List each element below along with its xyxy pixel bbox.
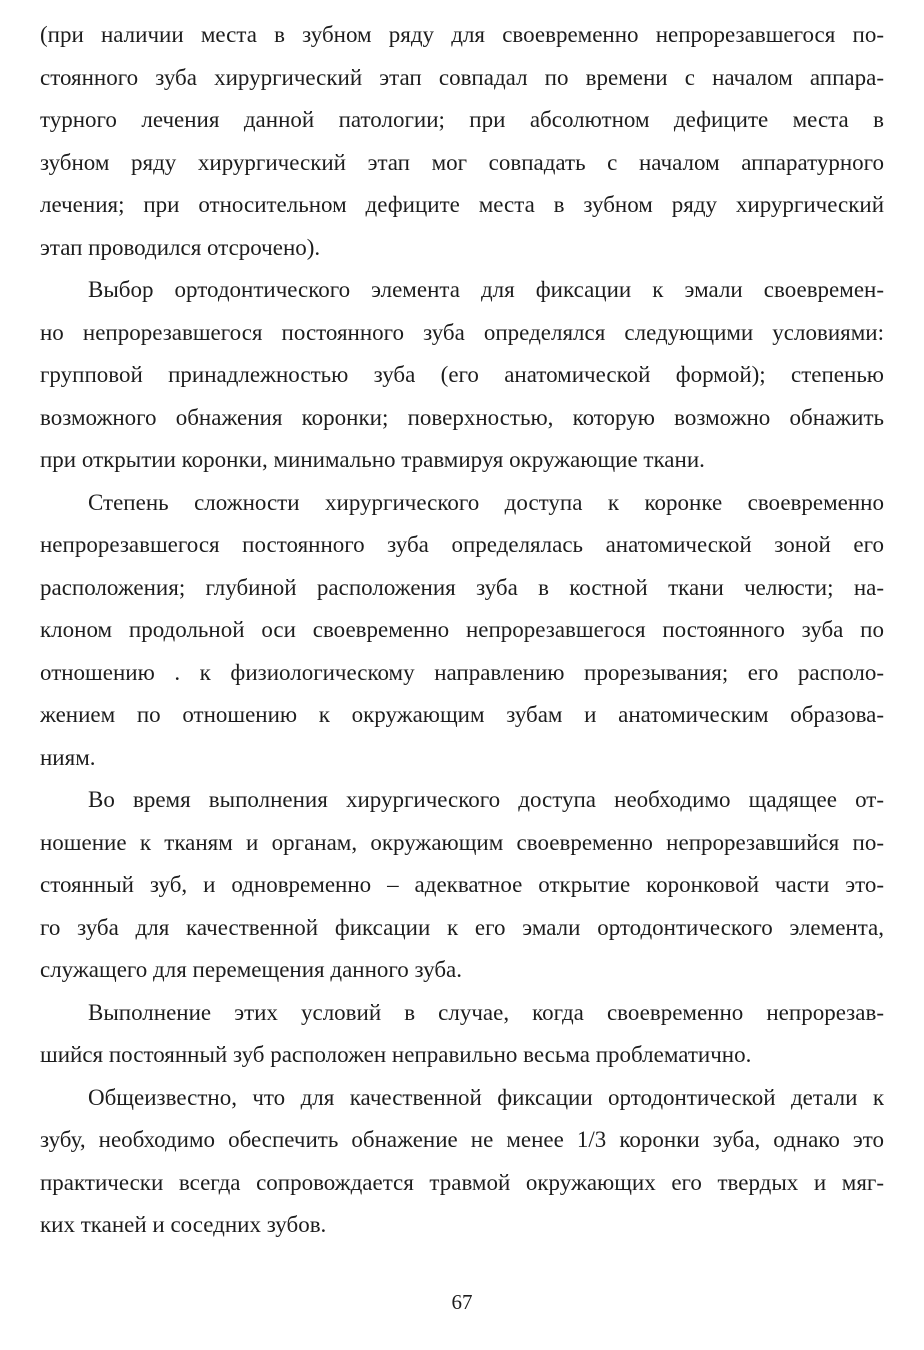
- text-line: жением по отношению к окружающим зубам и анатомическим образова-: [40, 702, 884, 727]
- text-line: но непрорезавшегося постоянного зуба определялся следующими условиями:: [40, 319, 884, 345]
- paragraph-surgical-access: [40, 779, 884, 992]
- text-line: отношению . к физиологическому направлению прорезывания; его располо-: [40, 659, 884, 685]
- text-line: ношение к тканям и органам, окружающим своевременно непрорезавшийся по-: [40, 829, 884, 855]
- paragraph-continuation: [40, 14, 884, 269]
- page-body-text: [40, 14, 884, 1247]
- paragraph-element-choice: [40, 269, 884, 482]
- text-line: служащего для перемещения данного зуба.: [40, 957, 462, 982]
- text-line: зубном ряду хирургический этап мог совпадать с началом аппаратурного: [40, 149, 884, 175]
- text-line: Степень сложности хирургического доступа к коронке своевременно: [88, 489, 884, 515]
- text-line: турного лечения данной патологии; при абсолютном дефиците места в: [40, 107, 884, 132]
- text-line: шийся постоянный зуб расположен неправильно весьма проблематично.: [40, 1042, 752, 1067]
- text-line: ниям.: [40, 744, 96, 770]
- text-line: стоянного зуба хирургический этап совпадал по времени с началом аппара-: [40, 64, 884, 90]
- paragraph-conditions: [40, 992, 884, 1077]
- text-line: практически всегда сопровождается травмой окружающих его твердых и мяг-: [40, 1169, 884, 1195]
- paragraph-access-complexity: [40, 482, 884, 780]
- text-line: при открытии коронки, минимально травмируя окружающие ткани.: [40, 447, 705, 472]
- text-line: (при наличии места в зубном ряду для своевременно непрорезавшегося по-: [40, 22, 884, 47]
- text-line: лечения; при относительном дефиците места в зубном ряду хирургический: [40, 192, 884, 217]
- text-line: этап проводился отсрочено).: [40, 234, 321, 260]
- page-number: 67: [451, 1290, 473, 1314]
- text-line: ких тканей и соседних зубов.: [40, 1212, 327, 1237]
- text-line: Выбор ортодонтического элемента для фиксации к эмали своевремен-: [88, 277, 884, 302]
- text-line: непрорезавшегося постоянного зуба определялась анатомической зоной его: [40, 532, 884, 557]
- text-line: Общеизвестно, что для качественной фиксации ортодонтической детали к: [88, 1084, 884, 1110]
- paragraph-fixation: [40, 1077, 884, 1247]
- text-line: групповой принадлежностью зуба (его анатомической формой); степенью: [40, 362, 884, 387]
- text-line: клоном продольной оси своевременно непрорезавшегося постоянного зуба по: [40, 617, 884, 642]
- text-line: возможного обнажения коронки; поверхностью, которую возможно обнажить: [40, 404, 884, 430]
- text-line: расположения; глубиной расположения зуба в костной ткани челюсти; на-: [40, 574, 884, 600]
- text-line: го зуба для качественной фиксации к его эмали ортодонтического элемента,: [40, 914, 884, 940]
- text-line: зубу, необходимо обеспечить обнажение не менее 1/3 коронки зуба, однако это: [40, 1127, 884, 1152]
- text-line: Во время выполнения хирургического доступа необходимо щадящее от-: [88, 787, 884, 812]
- text-line: Выполнение этих условий в случае, когда своевременно непрорезав-: [88, 999, 884, 1025]
- text-line: стоянный зуб, и одновременно – адекватное открытие коронковой части это-: [40, 872, 884, 897]
